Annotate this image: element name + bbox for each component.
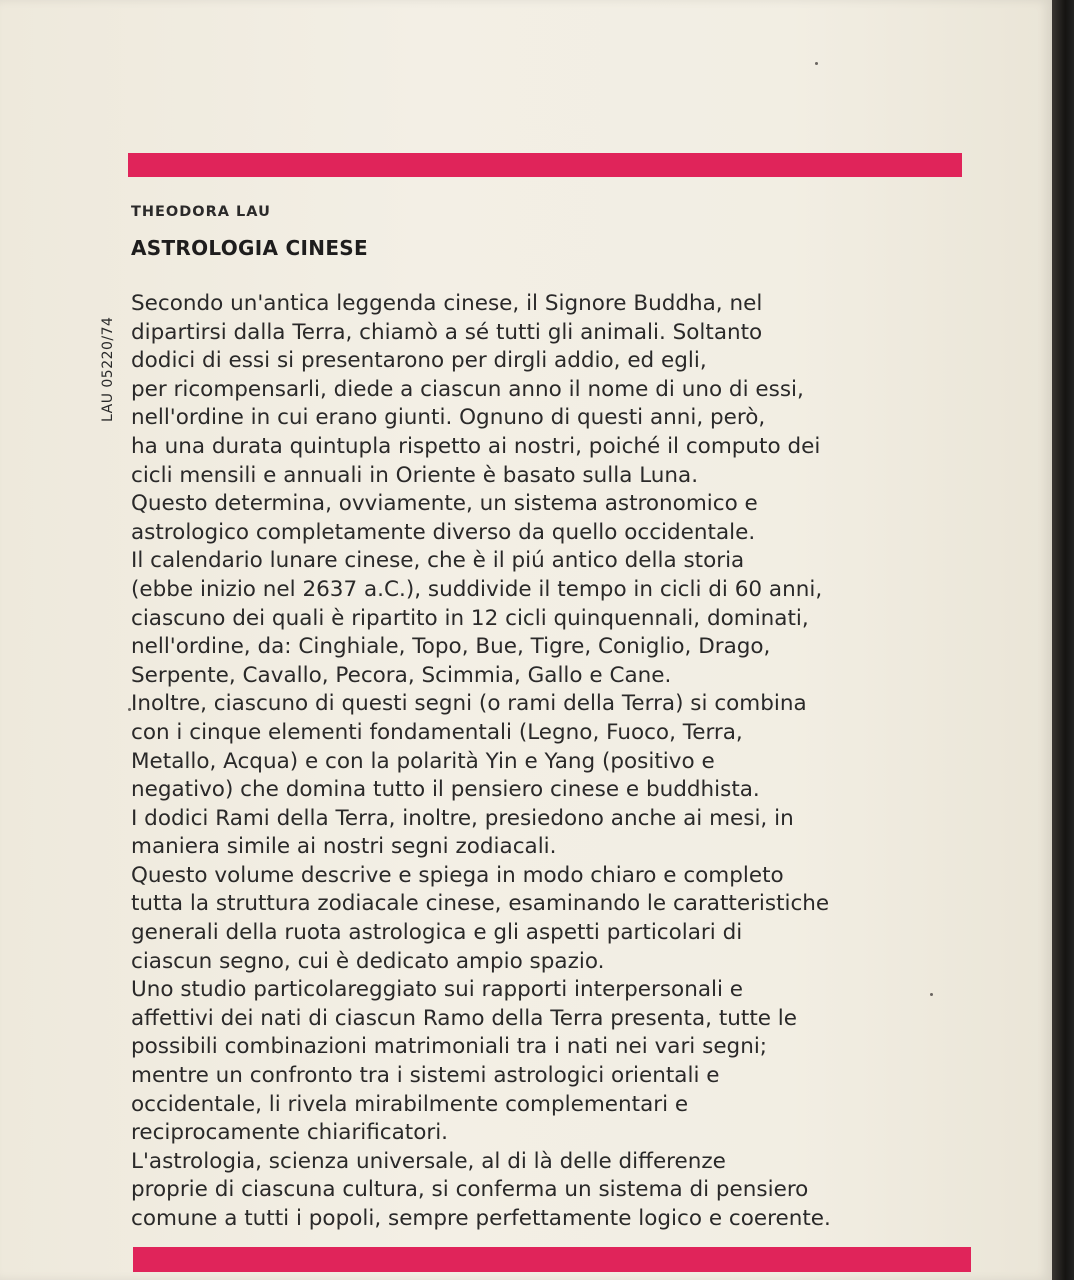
text-line: (ebbe inizio nel 2637 a.C.), suddivide il tempo in cicli di 60 anni, [131, 576, 823, 602]
text-line: con i cinque elementi fondamentali (Legno, Fuoco, Terra, [131, 719, 743, 745]
text-line: ciascuno dei quali è ripartito in 12 cicli quinquennali, dominati, [131, 605, 809, 631]
text-line: astrologico completamente diverso da quello occidentale. [131, 519, 756, 545]
bottom-accent-bar [133, 1247, 971, 1272]
text-line: Serpente, Cavallo, Pecora, Scimmia, Gallo e Cane. [131, 662, 672, 688]
text-line: Metallo, Acqua) e con la polarità Yin e Yang (positivo e [131, 748, 715, 774]
text-line: dodici di essi si presentarono per dirgli addio, ed egli, [131, 348, 707, 374]
text-line: proprie di ciascuna cultura, si conferma un sistema di pensiero [131, 1177, 809, 1203]
text-line: per ricompensarli, diede a ciascun anno il nome di uno di essi, [131, 376, 804, 402]
text-line: Questo volume descrive e spiega in modo chiaro e completo [131, 862, 784, 888]
text-line: affettivi dei nati di ciascun Ramo della Terra presenta, tutte le [131, 1005, 798, 1031]
text-line: nell'ordine in cui erano giunti. Ognuno di questi anni, però, [131, 405, 766, 431]
text-line: generali della ruota astrologica e gli aspetti particolari di [131, 920, 743, 946]
text-line: ciascun segno, cui è dedicato ampio spazio. [131, 948, 605, 974]
text-line: cicli mensili e annuali in Oriente è basato sulla Luna. [131, 462, 699, 488]
text-line: dipartirsi dalla Terra, chiamò a sé tutti gli animali. Soltanto [131, 319, 763, 345]
author-name: THEODORA LAU [131, 204, 271, 220]
text-line: possibili combinazioni matrimoniali tra i nati nei vari segni; [131, 1034, 768, 1060]
text-line: maniera simile ai nostri segni zodiacali. [131, 834, 557, 860]
text-line: reciprocamente chiarificatori. [131, 1120, 449, 1146]
catalog-code: LAU 05220/74 [100, 316, 116, 422]
paper-speck [930, 993, 933, 996]
text-line: nell'ordine, da: Cinghiale, Topo, Bue, Tigre, Coniglio, Drago, [131, 634, 771, 660]
book-title: ASTROLOGIA CINESE [131, 236, 368, 260]
page-edge [1052, 0, 1074, 1280]
paper-speck [128, 708, 131, 711]
text-line: ha una durata quintupla rispetto ai nostri, poiché il computo dei [131, 433, 821, 459]
top-accent-bar [128, 153, 962, 177]
text-line: negativo) che domina tutto il pensiero cinese e buddhista. [131, 777, 760, 803]
text-line: Secondo un'antica leggenda cinese, il Signore Buddha, nel [131, 291, 763, 316]
text-line: occidentale, li rivela mirabilmente complementari e [131, 1091, 689, 1117]
text-line: Uno studio particolareggiato sui rapporti interpersonali e [131, 977, 744, 1003]
blurb-text [131, 290, 981, 1234]
text-line: tutta la struttura zodiacale cinese, esaminando le caratteristiche [131, 891, 830, 917]
text-line: Inoltre, ciascuno di questi segni (o rami della Terra) si combina [131, 691, 807, 717]
text-line: Questo determina, ovviamente, un sistema astronomico e [131, 491, 758, 517]
text-line: mentre un confronto tra i sistemi astrologici orientali e [131, 1063, 720, 1089]
text-line: Il calendario lunare cinese, che è il piú antico della storia [131, 548, 745, 574]
text-line: comune a tutti i popoli, sempre perfettamente logico e coerente. [131, 1206, 831, 1231]
text-line: I dodici Rami della Terra, inoltre, presiedono anche ai mesi, in [131, 805, 794, 831]
text-line: L'astrologia, scienza universale, al di là delle differenze [131, 1148, 726, 1174]
paper-speck [815, 62, 818, 65]
